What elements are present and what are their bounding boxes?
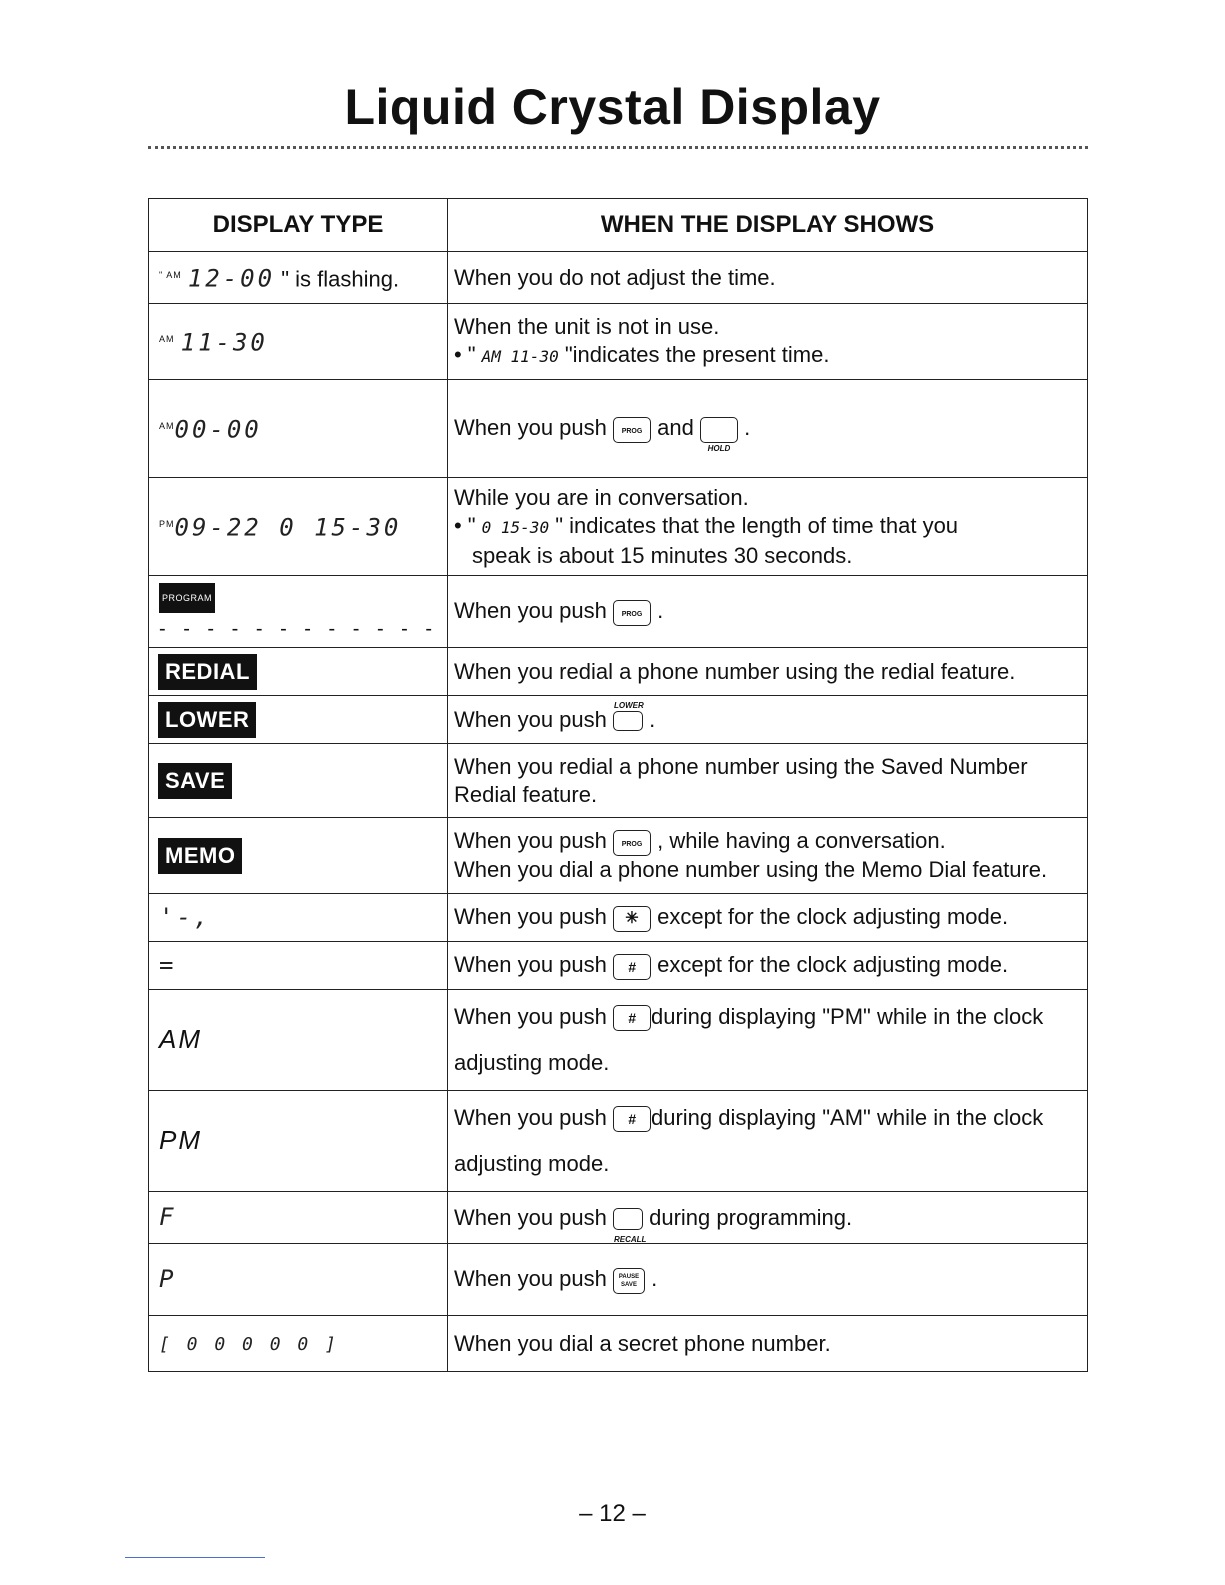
description-cell: When you dial a secret phone number. <box>448 1316 1088 1372</box>
display-type-cell: $^{AM}$ 11-30 <box>149 304 448 380</box>
description-cell: When you push PROG , while having a conversation. When you dial a phone number using the Memo Dial feature. <box>448 818 1088 894</box>
page-title: Liquid Crystal Display <box>344 79 881 135</box>
display-type-cell: P <box>149 1244 448 1316</box>
header-when-shows: WHEN THE DISPLAY SHOWS <box>448 199 1088 252</box>
recall-key-icon: RECALL <box>613 1208 643 1230</box>
table-row <box>149 1091 1088 1192</box>
display-type-cell: PROGRAM - - - - - - - - - - - - <box>149 576 448 648</box>
display-type-cell: $^{PM}$09-22 0 15-30 <box>149 478 448 576</box>
display-type-cell: $^{AM}$00-00 <box>149 380 448 478</box>
program-badge: PROGRAM <box>159 583 215 613</box>
description-cell: When you push RECALL during programming. <box>448 1192 1088 1244</box>
table-row <box>149 478 1088 576</box>
redial-badge: REDIAL <box>159 655 256 689</box>
pound-key-icon: # <box>613 954 651 980</box>
display-type-cell: [ 0 0 0 0 0 ] <box>149 1316 448 1372</box>
pound-key-icon: # <box>613 1106 651 1132</box>
table-row <box>149 1316 1088 1372</box>
lcd-table <box>148 198 1088 1372</box>
table-row <box>149 576 1088 648</box>
display-type-cell: PM <box>149 1091 448 1192</box>
lower-key-icon: LOWER <box>613 711 643 731</box>
save-badge: SAVE <box>159 764 231 798</box>
description-cell: When you redial a phone number using the Saved Number Redial feature. <box>448 744 1088 818</box>
display-type-cell <box>149 696 448 744</box>
prog-key-icon: PROG <box>613 417 651 443</box>
display-type-cell <box>149 648 448 696</box>
display-type-cell: = <box>149 942 448 990</box>
display-type-cell: $^{" AM}$ 12-00 " is flashing. <box>149 252 448 304</box>
header-display-type: DISPLAY TYPE <box>149 199 448 252</box>
table-row <box>149 942 1088 990</box>
table-row <box>149 818 1088 894</box>
description-cell: When the unit is not in use. • " AM 11-30 "indicates the present time. <box>448 304 1088 380</box>
table-row <box>149 990 1088 1091</box>
table-row <box>149 1192 1088 1244</box>
description-cell: When you push ✳ except for the clock adjusting mode. <box>448 894 1088 942</box>
pound-key-icon: # <box>613 1005 651 1031</box>
description-cell: While you are in conversation. • " 0 15-30 " indicates that the length of time that you speak is about 15 minutes 30 seconds. <box>448 478 1088 576</box>
table-row <box>149 304 1088 380</box>
page-number: – 12 – <box>579 1500 646 1527</box>
description-cell: When you push # during displaying "PM" while in the clock adjusting mode. <box>448 990 1088 1091</box>
display-type-cell <box>149 744 448 818</box>
description-cell: When you push LOWER . <box>448 696 1088 744</box>
star-key-icon: ✳ <box>613 906 651 932</box>
pause-save-key-icon: PAUSE SAVE <box>613 1268 645 1294</box>
memo-badge: MEMO <box>159 839 241 873</box>
display-type-cell: '-, <box>149 894 448 942</box>
table-row <box>149 894 1088 942</box>
display-type-cell <box>149 818 448 894</box>
description-cell: When you push # during displaying "AM" while in the clock adjusting mode. <box>448 1091 1088 1192</box>
prog-key-icon: PROG <box>613 830 651 856</box>
table-row <box>149 648 1088 696</box>
description-cell: When you push PROG and HOLD . <box>448 380 1088 478</box>
hold-key-icon: HOLD <box>700 417 738 443</box>
description-cell: When you push # except for the clock adjusting mode. <box>448 942 1088 990</box>
description-cell: When you push PAUSE SAVE . <box>448 1244 1088 1316</box>
table-row <box>149 380 1088 478</box>
table-row <box>149 1244 1088 1316</box>
description-cell: When you push PROG . <box>448 576 1088 648</box>
description-cell: When you redial a phone number using the redial feature. <box>448 648 1088 696</box>
title-underline <box>148 146 1088 149</box>
description-cell: When you do not adjust the time. <box>448 252 1088 304</box>
table-header-row <box>149 199 1088 252</box>
display-type-cell: AM <box>149 990 448 1091</box>
prog-key-icon: PROG <box>613 600 651 626</box>
table-row <box>149 252 1088 304</box>
lower-badge: LOWER <box>159 703 255 737</box>
table-row <box>149 744 1088 818</box>
table-row <box>149 696 1088 744</box>
display-type-cell: F <box>149 1192 448 1244</box>
footer-line <box>125 1557 265 1558</box>
